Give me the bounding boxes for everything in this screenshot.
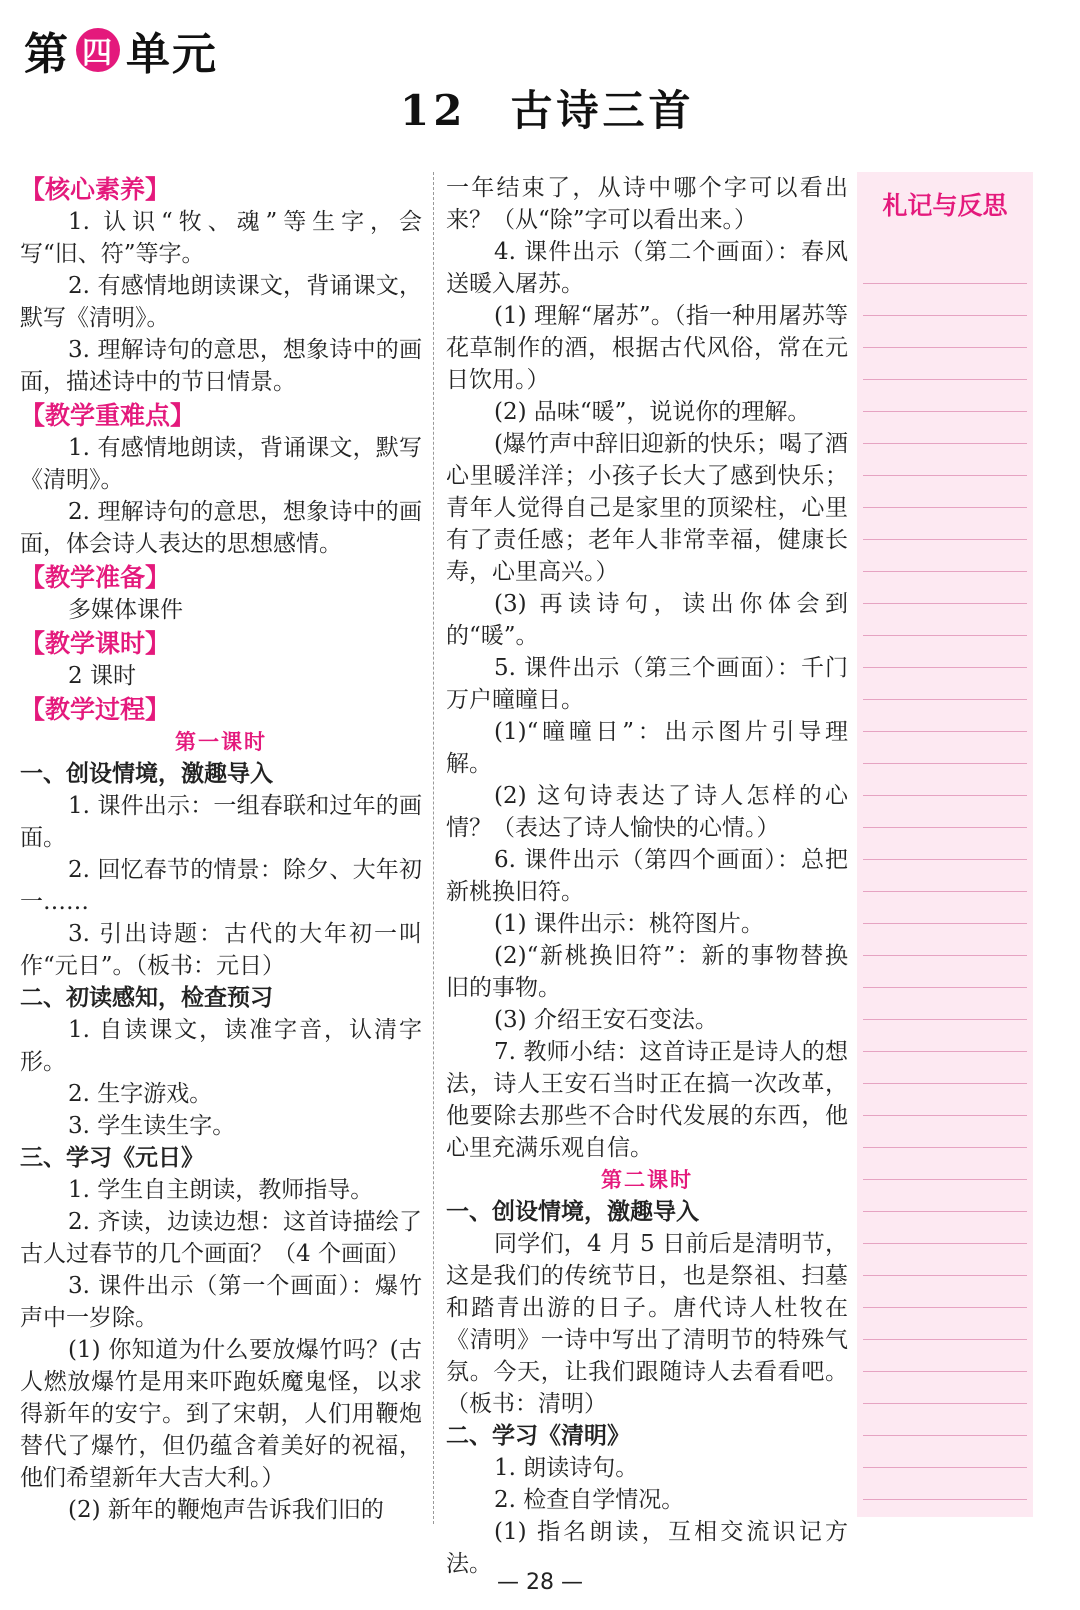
step-heading-2: 二、初读感知，检查预习 (20, 985, 273, 1011)
section-prep-heading: 【教学准备】 (20, 563, 171, 592)
notes-panel (857, 172, 1033, 1517)
mid-text-3: (2) 品味“暖”，说说你的理解。 (494, 399, 811, 425)
unit-number-badge: 四 (76, 28, 120, 72)
unit-title (24, 18, 218, 82)
mid-text-10: (1) 课件出示：桃符图片。 (494, 911, 764, 937)
step-2-item-2: 2. 生字游戏。 (68, 1081, 213, 1107)
mid-text-8: (2) 这句诗表达了诗人怎样的心情？（表达了诗人愉快的心情。） (446, 783, 848, 841)
lesson-number: 12 (400, 86, 467, 135)
section-process-heading: 【教学过程】 (20, 695, 171, 724)
mid-text-16: 2. 检查自学情况。 (494, 1487, 685, 1513)
time-text: 2 课时 (68, 663, 136, 689)
mid-text-14: 同学们，4 月 5 日前后是清明节，这是我们的传统节日，也是祭祖、扫墓和踏青出游的日子。唐代诗人杜牧在《清明》一诗中写出了清明节的特殊气氛。今天，让我们跟随诗人去看看吧。（板书：清明） (446, 1231, 848, 1417)
step-heading-3: 三、学习《元日》 (20, 1145, 204, 1171)
step-1-item-2: 2. 回忆春节的情景：除夕、大年初一…… (20, 857, 422, 915)
left-column (20, 172, 422, 1526)
step-3-item-2: 2. 齐读，边读边想：这首诗描绘了古人过春节的几个画面？（4 个画面） (20, 1209, 422, 1267)
core-item-3: 3. 理解诗句的意思，想象诗中的画面，描述诗中的节日情景。 (20, 337, 422, 395)
step-heading-4: 一、创设情境，激趣导入 (446, 1199, 699, 1225)
middle-column (446, 172, 848, 1580)
column-divider (433, 172, 434, 1524)
prep-text: 多媒体课件 (68, 597, 183, 623)
step-heading-1: 一、创设情境，激趣导入 (20, 761, 273, 787)
mid-text-15: 1. 朗读诗句。 (494, 1455, 639, 1481)
mid-text-7: (1)“曈曈日”：出示图片引导理解。 (446, 719, 848, 777)
mid-text-4: (爆竹声中辞旧迎新的快乐；喝了酒心里暖洋洋；小孩子长大了感到快乐；青年人觉得自己是家里的顶梁柱，心里有了责任感；老年人非常幸福，健康长寿，心里高兴。） (446, 431, 848, 585)
period-2-heading: 第二课时 (601, 1167, 693, 1192)
mid-text-5: (3) 再读诗句，读出你体会到的“暖”。 (446, 591, 848, 649)
core-item-2: 2. 有感情地朗读课文，背诵课文，默写《清明》。 (20, 273, 422, 331)
step-1-item-1: 1. 课件出示：一组春联和过年的画面。 (20, 793, 422, 851)
unit-suffix: 单元 (126, 29, 218, 80)
period-1-heading: 第一课时 (175, 729, 267, 754)
section-key-heading: 【教学重难点】 (20, 401, 196, 430)
section-time-heading: 【教学课时】 (20, 629, 171, 658)
step-2-item-3: 3. 学生读生字。 (68, 1113, 236, 1139)
step-3-item-1: 1. 学生自主朗读，教师指导。 (68, 1177, 374, 1203)
mid-text-2: (1) 理解“屠苏”。（指一种用屠苏等花草制作的酒，根据古代风俗，常在元日饮用。） (446, 303, 848, 393)
lesson-name: 古诗三首 (510, 86, 695, 135)
core-item-1: 1. 认识“牧、魂”等生字，会写“旧、符”等字。 (20, 209, 422, 267)
section-core-heading: 【核心素养】 (20, 175, 171, 204)
mid-text-0: 一年结束了，从诗中哪个字可以看出来？（从“除”字可以看出来。） (446, 175, 848, 233)
notes-ruled-lines (863, 252, 1027, 1517)
step-1-item-3: 3. 引出诗题：古代的大年初一叫作“元日”。（板书：元日） (20, 921, 422, 979)
step-3-item-5: (2) 新年的鞭炮声告诉我们旧的 (68, 1497, 384, 1523)
notes-title: 札记与反思 (882, 191, 1008, 220)
step-heading-5: 二、学习《清明》 (446, 1423, 630, 1449)
step-3-item-4: (1) 你知道为什么要放爆竹吗？(古人燃放爆竹是用来吓跑妖魔鬼怪，以求得新年的安宁。到了宋朝，人们用鞭炮替代了爆竹，但仍蕴含着美好的祝福，他们希望新年大吉大利。） (20, 1337, 422, 1491)
mid-text-6: 5. 课件出示（第三个画面）：千门万户曈曈日。 (446, 655, 848, 713)
key-item-1: 1. 有感情地朗读，背诵课文，默写《清明》。 (20, 435, 422, 493)
mid-text-1: 4. 课件出示（第二个画面）：春风送暖入屠苏。 (446, 239, 848, 297)
key-item-2: 2. 理解诗句的意思，想象诗中的画面，体会诗人表达的思想感情。 (20, 499, 422, 557)
page-number: — 28 — (497, 1570, 583, 1595)
mid-text-9: 6. 课件出示（第四个画面）：总把新桃换旧符。 (446, 847, 848, 905)
unit-prefix: 第 (24, 29, 70, 80)
step-3-item-3: 3. 课件出示（第一个画面）：爆竹声中一岁除。 (20, 1273, 422, 1331)
mid-text-11: (2)“新桃换旧符”：新的事物替换旧的事物。 (446, 943, 848, 1001)
mid-text-12: (3) 介绍王安石变法。 (494, 1007, 718, 1033)
lesson-title (400, 78, 694, 138)
mid-text-13: 7. 教师小结：这首诗正是诗人的想法，诗人王安石当时正在搞一次改革，他要除去那些不合时代发展的东西，他心里充满乐观自信。 (446, 1039, 848, 1161)
step-2-item-1: 1. 自读课文，读准字音，认清字形。 (20, 1017, 422, 1075)
mid-text-17: (1) 指名朗读，互相交流识记方法。 (446, 1519, 848, 1577)
